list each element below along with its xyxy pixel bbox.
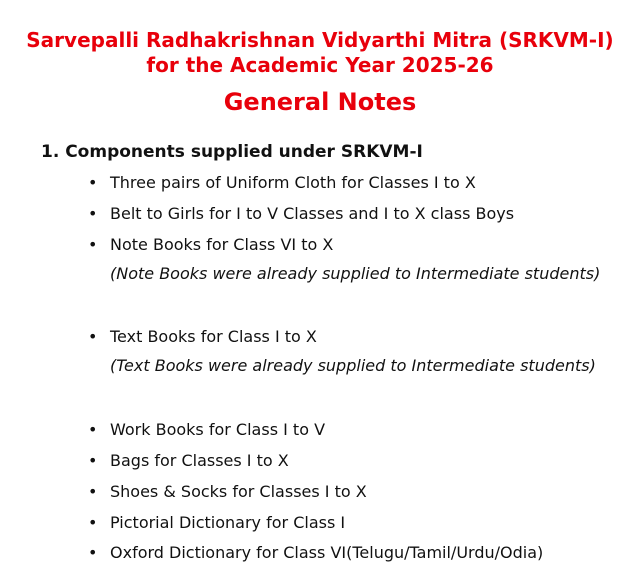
section-heading: 1. Components supplied under SRKVM-I bbox=[41, 142, 423, 162]
list-item-note: (Note Books were already supplied to Intermediate students) bbox=[110, 264, 601, 283]
document-title-line-2: for the Academic Year 2025-26 bbox=[146, 53, 494, 77]
list-item: Belt to Girls for I to V Classes and I to X class Boys bbox=[110, 204, 515, 223]
bullet-icon: • bbox=[88, 173, 98, 192]
list-item: Three pairs of Uniform Cloth for Classes I to X bbox=[110, 173, 476, 192]
bullet-icon: • bbox=[88, 204, 98, 223]
list-item: Shoes & Socks for Classes I to X bbox=[110, 482, 367, 501]
list-item: Pictorial Dictionary for Class I bbox=[110, 513, 346, 532]
list-item: Note Books for Class VI to X bbox=[110, 235, 334, 254]
list-item: Oxford Dictionary for Class VI(Telugu/Tamil/Urdu/Odia) bbox=[110, 543, 544, 562]
list-item: Work Books for Class I to V bbox=[110, 420, 326, 439]
bullet-icon: • bbox=[88, 482, 98, 501]
bullet-icon: • bbox=[88, 420, 98, 439]
bullet-icon: • bbox=[88, 235, 98, 254]
bullet-icon: • bbox=[88, 513, 98, 532]
list-item: Text Books for Class I to X bbox=[110, 327, 317, 346]
list-item-note: (Text Books were already supplied to Intermediate students) bbox=[110, 356, 596, 375]
bullet-icon: • bbox=[88, 543, 98, 562]
bullet-icon: • bbox=[88, 451, 98, 470]
document-title-line-1: Sarvepalli Radhakrishnan Vidyarthi Mitra (SRKVM-I) bbox=[26, 28, 614, 52]
list-item: Bags for Classes I to X bbox=[110, 451, 289, 470]
general-notes-heading: General Notes bbox=[223, 88, 417, 116]
bullet-icon: • bbox=[88, 327, 98, 346]
